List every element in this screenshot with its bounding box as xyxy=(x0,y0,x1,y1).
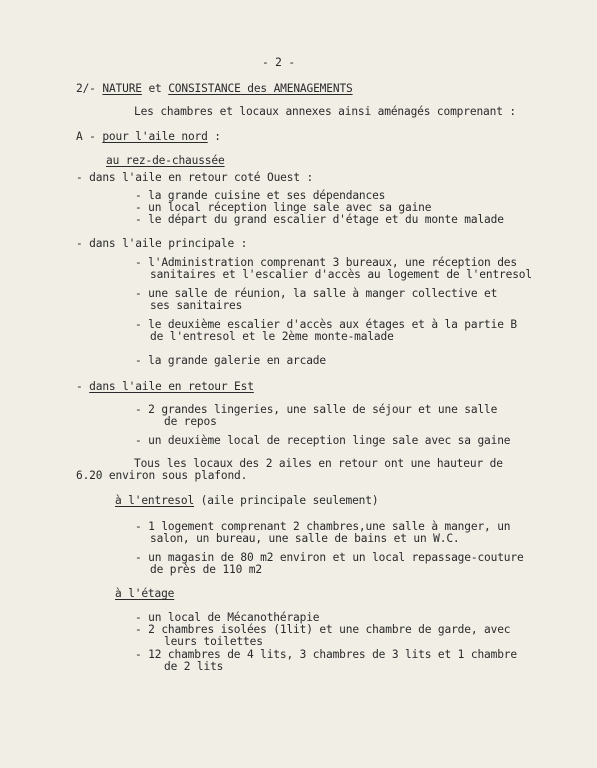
west-wing-label: - dans l'aile en retour coté Ouest : xyxy=(76,171,314,184)
list-item: - la grande galerie en arcade xyxy=(135,354,326,367)
list-item: - 1 logement comprenant 2 chambres,une salle à manger, un xyxy=(135,520,511,533)
section-intro: Les chambres et locaux annexes ainsi aménagés comprenant : xyxy=(134,105,516,118)
wing-north-suffix: : xyxy=(207,130,221,143)
list-item: - le départ du grand escalier d'étage et du monte malade xyxy=(135,213,504,226)
wing-north-label: pour l'aile nord xyxy=(102,130,208,143)
east-wing-heading xyxy=(76,381,254,393)
list-item: - l'Administration comprenant 3 bureaux, une réception des xyxy=(135,256,517,269)
list-item: - 2 grandes lingeries, une salle de séjour et une salle xyxy=(135,403,498,416)
section-title-part3: CONSISTANCE des AMENAGEMENTS xyxy=(168,82,353,95)
upper-floor-heading: à l'étage xyxy=(115,587,175,600)
page-number: - 2 - xyxy=(262,56,295,69)
list-item: - un magasin de 80 m2 environ et un local repassage-couture xyxy=(135,551,524,564)
list-item: - le deuxième escalier d'accès aux étages et à la partie B xyxy=(135,318,517,331)
section-title-part2: et xyxy=(141,82,169,95)
list-item: - 12 chambres de 4 lits, 3 chambres de 3 lits et 1 chambre xyxy=(135,648,517,661)
east-wing-label: dans l'aile en retour Est xyxy=(89,380,254,393)
wing-north-heading xyxy=(76,131,221,143)
list-item-continuation: de l'entresol et le 2ème monte-malade xyxy=(150,330,394,343)
list-item: - une salle de réunion, la salle à manger collective et xyxy=(135,287,498,300)
list-item: - la grande cuisine et ses dépendances xyxy=(135,189,386,202)
height-note: Tous les locaux des 2 ailes en retour ont une hauteur de xyxy=(134,457,503,470)
wing-north-prefix: A - xyxy=(76,130,103,143)
list-item-continuation: de 2 lits xyxy=(164,660,224,673)
section-title-part1: NATURE xyxy=(102,82,142,95)
list-item-continuation: ses sanitaires xyxy=(150,299,243,312)
height-note-continuation: 6.20 environ sous plafond. xyxy=(76,469,248,482)
mezzanine-heading-label: à l'entresol xyxy=(115,494,195,507)
list-item: - 2 chambres isolées (1lit) et une chambre de garde, avec xyxy=(135,623,511,636)
section-title xyxy=(76,83,353,95)
mezzanine-heading-suffix: (aile principale seulement) xyxy=(194,494,379,507)
list-item: - un deuxième local de reception linge sale avec sa gaine xyxy=(135,434,511,447)
list-item-continuation: sanitaires et l'escalier d'accès au logement de l'entresol xyxy=(150,268,532,281)
list-item: - un local de Mécanothérapie xyxy=(135,611,320,624)
list-item-continuation: leurs toilettes xyxy=(164,635,263,648)
section-number: 2/- xyxy=(76,82,96,95)
ground-floor-heading: au rez-de-chaussée xyxy=(106,154,225,167)
list-item-continuation: de près de 110 m2 xyxy=(150,563,262,576)
mezzanine-heading xyxy=(115,495,378,507)
list-item-continuation: de repos xyxy=(164,415,217,428)
list-item-continuation: salon, un bureau, une salle de bains et un W.C. xyxy=(150,532,460,545)
main-wing-label: - dans l'aile principale : xyxy=(76,237,248,250)
east-wing-prefix: - xyxy=(76,380,90,393)
list-item: - un local réception linge sale avec sa gaine xyxy=(135,201,432,214)
